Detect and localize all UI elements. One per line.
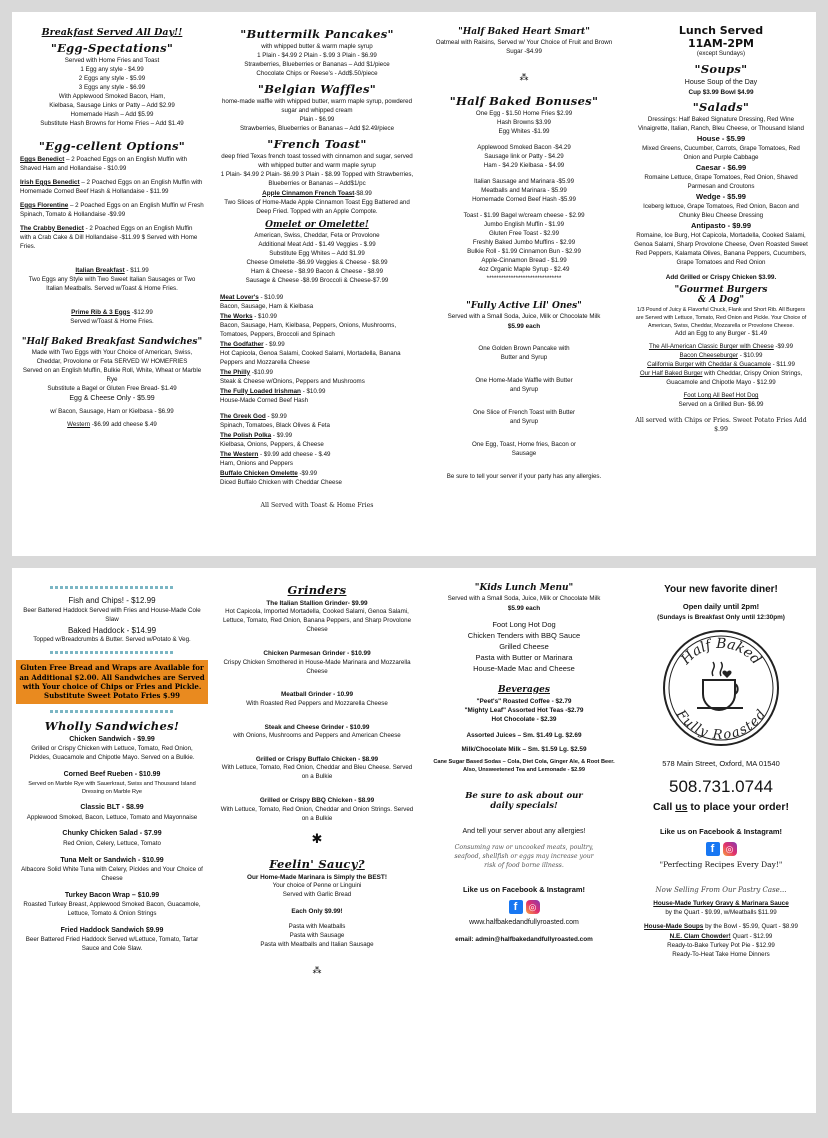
- saucy-price: Each Only $9.99!: [291, 907, 343, 915]
- lunch-footer: All served with Chips or Fries. Sweet Potato Fries Add $.99: [635, 417, 807, 434]
- slogan: "Perfecting Recipes Every Day!": [659, 859, 783, 869]
- bonus-line: One Egg - $1.50 Home Fries $2.99: [475, 110, 573, 118]
- omelet-footer: All Served with Toast & Home Fries: [260, 502, 374, 510]
- omelet-item: The Philly -$10.99: [220, 368, 273, 376]
- option-item: The Crabby Benedict - 2 Poached Eggs on an English Muffin with a Crab Cake & Dill Hollandaise -$11.99 $ Served with Home Fries.: [20, 224, 198, 250]
- wholly-sandwiches-heading: Wholly Sandwiches!: [44, 718, 180, 733]
- burger-item-desc: Served on a Grilled Bun- $6.99: [678, 401, 764, 409]
- pastry-item: Ready-to-Bake Turkey Pot Pie - $12.99: [667, 941, 775, 949]
- saucy-heading: Feelin' Saucy?: [269, 856, 365, 871]
- facebook-icon[interactable]: f: [706, 842, 720, 856]
- omelet-line: Substitute Egg Whites – Add $1.99: [269, 249, 365, 257]
- grinder-name: The Italian Stallion Grinder- $9.99: [266, 600, 368, 607]
- fish-and-chips: Fish and Chips! - $12.99: [68, 596, 156, 605]
- omelet-item: Meat Lover's - $10.99: [220, 293, 284, 301]
- grinder-desc: With Lettuce, Tomato, Red Onion, Cheddar and Onion Strings. Served on a Bulkie: [220, 805, 414, 822]
- omelet-line: Sausage & Cheese -$8.99 Broccoli & Cheese-$7.99: [245, 276, 389, 284]
- salad-name: Antipasto - $9.99: [690, 220, 751, 230]
- western-sandwich: Western -$6.99 add cheese $.49: [67, 420, 157, 428]
- daily-specials: Be sure to ask about our daily specials!: [465, 791, 583, 812]
- salad-desc: Mixed Greens, Cucumber, Carrots, Grape Tomatoes, Red Onion and Purple Cabbage: [642, 145, 800, 162]
- lil-ones-heading: "Fully Active Lil' Ones": [466, 300, 582, 311]
- sandwiches-column: [12, 568, 212, 1113]
- breakfast-title: Breakfast Served All Day!!: [41, 27, 183, 38]
- kids-item: House-Made Mac and Cheese: [473, 663, 575, 673]
- bonus-line: Freshly Baked Jumbo Muffins - $2.99: [472, 238, 576, 246]
- eggs-line: With Applewood Smoked Bacon, Ham,: [58, 92, 166, 100]
- egg-cheese: Egg & Cheese Only - $5.99: [69, 394, 155, 402]
- pancakes-line: Strawberries, Blueberries or Bananas – Add $1/piece: [244, 60, 390, 68]
- egg-cellent-heading: "Egg-cellent Options": [38, 138, 186, 153]
- bonus-line: Apple-Cinnamon Bread - $1.99: [481, 256, 567, 264]
- baked-haddock: Baked Haddock - $14.99: [67, 625, 157, 635]
- omelet-item-desc: House-Made Corned Beef Hash: [220, 396, 309, 404]
- omelet-line: Cheese Omelette -$6.99 Veggies & Cheese - $8.99: [246, 258, 388, 266]
- eggs-line: 2 Eggs any style - $5.99: [78, 74, 146, 82]
- french-toast-line: deep fried Texas french toast tossed with cinnamon and sugar, served with whipped butter and warm maple syrup: [221, 152, 413, 169]
- omelet-item-desc: Steak & Cheese w/Onions, Peppers and Mushrooms: [220, 377, 365, 385]
- breakfast-column: [12, 12, 212, 556]
- juices: Assorted Juices – Sm. $1.49 Lg. $2.69: [466, 732, 582, 740]
- omelet-item: The Greek God - $9.99: [220, 413, 287, 421]
- add-chicken: Add Grilled or Crispy Chicken $3.99.: [665, 273, 777, 281]
- beverage-line: Hot Chocolate - $2.39: [491, 716, 557, 724]
- omelet-item: The Fully Loaded Irishman - $10.99: [220, 387, 326, 395]
- bonus-line: Gluten Free Toast - $2.99: [488, 229, 560, 237]
- lunch-title: Lunch Served: [678, 24, 764, 37]
- sandwich-desc: Albacore Solid White Tuna with Celery, Pickles and Your Choice of Cheese: [21, 865, 203, 882]
- address: 578 Main Street, Oxford, MA 01540: [662, 759, 780, 769]
- saucy-item: Pasta with Sausage: [289, 932, 345, 940]
- heart-smart-heading: "Half Baked Heart Smart": [458, 27, 590, 37]
- omelet-line: American, Swiss, Cheddar, Feta or Provolone: [254, 231, 380, 239]
- sandwich-name: Fried Haddock Sandwich $9.99: [60, 926, 164, 934]
- pastry-item: N.E. Clam Chowder! Quart - $12.99: [669, 932, 773, 940]
- french-toast-heading: "French Toast": [267, 136, 367, 151]
- salad-desc: Romaine Lettuce, Grape Tomatoes, Red Onion, Shaved Parmesan and Croutons: [644, 174, 798, 191]
- option-item: Irish Eggs Benedict – 2 Poached Eggs on an English Muffin with Homemade Corned Beef Hash & Hollandaise - $11.99: [20, 178, 203, 195]
- divider: [50, 586, 174, 589]
- burger-item: Foot Long All Beef Hot Dog: [683, 392, 759, 400]
- waffles-line: Plain - $6.99: [299, 115, 335, 123]
- burger-item: The All-American Classic Burger with Cheese -$9.99: [648, 343, 794, 351]
- burgers-heading-2: & A Dog": [697, 295, 745, 305]
- beverage-line: "Peet's" Roasted Coffee - $2.79: [476, 697, 572, 705]
- grinder-desc: Hot Capicola, Imported Mortadella, Cooked Salami, Genoa Salami, Lettuce, Tomato, Red Onion, Banana Peppers, and Sharp Provolone Cheese: [222, 608, 412, 634]
- eggs-line: Served with Home Fries and Toast: [64, 57, 160, 64]
- omelet-item: The Godfather - $9.99: [220, 340, 285, 348]
- add-egg: Add an Egg to any Burger - $1.49: [674, 330, 768, 338]
- option-item: Eggs Benedict – 2 Poached Eggs on an English Muffin with Shaved Ham and Hollandaise - $10.99: [20, 155, 188, 172]
- sandwich-desc: Grilled or Crispy Chicken with Lettuce, Tomato, Red Onion, Pickles, Guacamole and Chipotle Mayo. Served on a Bulkie.: [29, 745, 195, 762]
- sandwich-name: Tuna Melt or Sandwich - $10.99: [60, 856, 164, 864]
- sandwich-desc: Roasted Turkey Breast, Applewood Smoked Bacon, Guacamole, Lettuce, Tomato & Onion Strings: [23, 900, 201, 917]
- grinder-name: Grilled or Crispy Buffalo Chicken - $8.99: [255, 756, 379, 764]
- sandwich-name: Chunky Chicken Salad - $7.99: [62, 830, 162, 838]
- omelet-item-desc: Hot Capicola, Genoa Salami, Cooked Salami, Mortadella, Banana Peppers and Mozzarella Cheese: [220, 349, 401, 366]
- bonus-line: 4oz Organic Maple Syrup - $2.49: [478, 265, 570, 273]
- breakfast-sandwiches-heading: "Half Baked Breakfast Sandwiches": [21, 336, 203, 347]
- french-toast-line: 1 Plain- $4.99 2 Plain- $6.99 3 Plain - $8.99 Topped with Strawberries, Blueberries or Bananas – Add$1/pc: [220, 170, 414, 187]
- grinder-desc: With Roasted Red Peppers and Mozzarella Cheese: [246, 699, 388, 707]
- social-icons: [634, 842, 808, 856]
- omelet-item: The Polish Polka - $9.99: [220, 432, 293, 440]
- pancakes-heading: "Buttermilk Pancakes": [240, 27, 394, 41]
- bonus-line: Ham - $4.29 Kielbasa - $4.99: [483, 161, 565, 169]
- social-icons: [430, 900, 618, 914]
- grinder-name: Meatball Grinder - 10.99: [280, 691, 354, 699]
- burger-item: California Burger with Cheddar & Guacamole - $11.99: [647, 361, 795, 369]
- divider: [50, 651, 174, 654]
- bonus-line: Sausage link or Patty - $4.29: [484, 152, 564, 160]
- sandwich-name: Turkey Bacon Wrap – $10.99: [64, 891, 160, 899]
- instagram-icon[interactable]: ◎: [723, 842, 737, 856]
- eggs-line: Substitute Hash Browns for Home Fries – Add $1.49: [40, 119, 184, 127]
- lunch-except: (except Sundays): [696, 50, 746, 57]
- burger-item: Our Half Baked Burger with Cheddar, Crispy Onion Strings, Guacamole and Chipotle Mayo - $12.99: [639, 370, 803, 387]
- saucy-line: Served with Garlic Bread: [282, 890, 352, 898]
- lil-ones-item: One Egg, Toast, Home fries, Bacon or Sausage: [471, 440, 577, 457]
- saucy-line: Our Home-Made Marinara is Simply the BEST!: [247, 873, 387, 881]
- lunch-column: [626, 12, 816, 556]
- sandwich-bacon: w/ Bacon, Sausage, Ham or Kielbasa - $6.99: [50, 407, 174, 415]
- menu-page-breakfast: [12, 12, 816, 556]
- omelet-item-desc: Ham, Onions and Peppers: [220, 460, 293, 468]
- lil-ones-price: $5.99 each: [507, 322, 541, 330]
- sandwich-desc: Served on Marble Rye with Sauerkraut, Swiss and Thousand Island Dressing on Marble Rye: [28, 781, 196, 796]
- burgers-desc: 1/3 Pound of Juicy & Flavorful Chuck, Flank and Short Rib. All Burgers are Served with Lettuce, Tomato, Red Onion and Pickle. Your Choice of American, Swiss, Cheddar, Mozzarella or Provolone Cheese.: [635, 307, 807, 329]
- milk: Milk/Chocolate Milk – Sm. $1.59 Lg. $2.59: [461, 745, 587, 753]
- kids-item: Pasta with Butter or Marinara: [475, 652, 573, 662]
- kids-item: Grilled Cheese: [499, 642, 549, 652]
- phone-number[interactable]: 508.731.0744: [669, 777, 773, 797]
- dressings: Dressings: Half Baked Signature Dressing, Red Wine Vinaigrette, Italian, Ranch, Bleu Cheese, or Thousand Island: [638, 116, 804, 133]
- open-daily: Open daily until 2pm!: [682, 602, 760, 611]
- grinder-desc: Crispy Chicken Smothered in House-Made Marinara and Mozzarella Cheese: [223, 658, 411, 675]
- bonuses-heading: "Half Baked Bonuses": [449, 94, 599, 109]
- burgers-heading: "Gourmet Burgers: [674, 285, 768, 295]
- flourish-icon: ⁂: [519, 71, 529, 82]
- half-baked-logo: [661, 628, 781, 748]
- omelet-item: The Works - $10.99: [220, 312, 277, 320]
- bonus-line: Applewood Smoked Bacon -$4.29: [477, 143, 571, 151]
- salad-name: House - $5.99: [696, 134, 746, 144]
- bonus-line: Jumbo English Muffin - $1.99: [483, 220, 565, 228]
- email-link[interactable]: email: admin@halfbakedandfullyroasted.com: [455, 936, 593, 944]
- apple-french-toast: Apple Cinnamon French Toast-$8.99: [262, 189, 372, 197]
- sandwich-line: Served on an English Muffin, Bulkie Roll, White, Wheat or Marble Rye: [22, 366, 202, 383]
- lil-ones-sub: Served with a Small Soda, Juice, Milk or Chocolate Milk: [447, 312, 601, 320]
- sandwich-name: Chicken Sandwich - $9.99: [69, 735, 155, 743]
- divider: [50, 710, 174, 713]
- allergy-note: Be sure to tell your server if your party has any allergies.: [446, 472, 602, 480]
- sandwich-name: Classic BLT - $8.99: [80, 804, 144, 812]
- gluten-free-banner: Gluten Free Bread and Wraps are Available for an Additional $2.00. All Sandwiches are Served with Your choice of Chips or Fries and Pickle. Substitute Sweet Potato Fries $.99: [16, 660, 208, 704]
- egg-spectations-heading: "Egg-Spectations": [50, 41, 174, 55]
- italian-breakfast: Italian Breakfast - $11.99: [75, 266, 149, 274]
- apple-french-toast-desc: Two Slices of Home-Made Apple Cinnamon Toast Egg Battered and Deep Fried. Topped with an Apple Compote.: [224, 198, 410, 215]
- lil-ones-item: One Golden Brown Pancake with Butter and Syrup: [478, 345, 570, 361]
- omelet-item: Buffalo Chicken Omelette -$9.99: [220, 470, 318, 478]
- lunch-hours: 11AM-2PM: [688, 37, 754, 50]
- facebook-icon[interactable]: f: [509, 900, 523, 914]
- kids-lunch-price: $5.99 each: [507, 604, 541, 612]
- sodas: Cane Sugar Based Sodas – Cola, Diet Cola, Ginger Ale, & Root Beer. Also, Unsweetened Tea and Lemonade - $2.99: [433, 759, 615, 774]
- eggs-line: Kielbasa, Sausage Links or Patty – Add $2.99: [49, 101, 175, 109]
- omelet-item: The Western - $9.99 add cheese - $.49: [220, 451, 331, 459]
- info-column: [626, 568, 816, 1113]
- pastry-item: Ready-To-Heat Take Home Dinners: [672, 950, 770, 958]
- saucy-line: Your choice of Penne or Linguini: [272, 881, 362, 889]
- grinder-name: Steak and Cheese Grinder - $10.99: [264, 723, 370, 731]
- beverages-heading: Beverages: [498, 684, 550, 695]
- pastry-item: House-Made Turkey Gravy & Marinara Sauce: [653, 899, 789, 907]
- sandwich-line: Made with Two Eggs with Your Choice of American, Swiss, Cheddar, Provolone or Feta SERVED W/ HOMEFRIES: [31, 348, 193, 365]
- option-item: Eggs Florentine – 2 Poached Eggs on an English Muffin w/ Fresh Spinach, Tomato & Hollandaise -$9.99: [20, 201, 204, 218]
- bonus-line: Homemade Corned Beef Hash -$5.99: [472, 195, 576, 203]
- italian-breakfast-desc: Two Eggs any Style with Two Sweet Italian Sausages or Two Italian Meatballs. Served w/Toast & Home Fries.: [28, 275, 196, 292]
- bonus-line: Meatballs and Marinara - $5.99: [481, 186, 567, 194]
- bonuses-column: [422, 12, 626, 556]
- eggs-line: Homemade Hash – Add $5.99: [70, 110, 154, 118]
- pastry-item-desc: by the Quart - $9.99, w/Meatballs $11.99: [665, 908, 777, 916]
- omelet-item-desc: Bacon, Sausage, Ham & Kielbasa: [220, 302, 314, 310]
- lil-ones-item: One Home-Made Waffle with Butter and Syrup: [475, 376, 573, 393]
- menu-page-lunch: [12, 568, 816, 1113]
- sandwich-name: Corned Beef Rueben - $10.99: [63, 771, 161, 778]
- salads-heading: "Salads": [692, 100, 750, 115]
- prime-rib-desc: Served w/Toast & Home Fries.: [70, 317, 154, 325]
- pancakes-line: Chocolate Chips or Reese's - Add$.50/piece: [256, 69, 378, 77]
- kids-lunch-heading: "Kids Lunch Menu": [474, 583, 574, 593]
- waffles-line: Strawberries, Blueberries or Bananas – Add $2.49/piece: [239, 124, 395, 132]
- website-link[interactable]: www.halfbakedandfullyroasted.com: [469, 919, 579, 927]
- flourish-icon: ⁂: [312, 965, 322, 975]
- bonus-line: Italian Sausage and Marinara -$5.99: [473, 177, 575, 185]
- pancakes-omelets-column: [212, 12, 422, 556]
- social-prompt: Like us on Facebook & Instagram!: [659, 827, 783, 837]
- omelet-heading: Omelet or Omelette!: [265, 219, 369, 230]
- bonus-line: Toast - $1.99 Bagel w/cream cheese - $2.99: [463, 211, 585, 219]
- soup-price: Cup $3.99 Bowl $4.99: [688, 89, 754, 97]
- sandwich-desc: Red Onion, Celery, Lettuce, Tomato: [63, 839, 161, 847]
- sunday-hours: (Sundays is Breakfast Only until 12:30pm): [657, 613, 785, 621]
- sandwich-desc: Applewood Smoked, Bacon, Lettuce, Tomato and Mayonnaise: [26, 813, 198, 821]
- grinder-desc: With Lettuce, Tomato, Red Onion, Cheddar and Bleu Cheese. Served on a Bulkie: [221, 764, 413, 781]
- saucy-item: Pasta with Meatballs and Italian Sausage: [260, 941, 374, 949]
- kids-lunch-sub: Served with a Small Soda, Juice, Milk or Chocolate Milk: [447, 595, 601, 602]
- kids-item: Foot Long Hot Dog: [492, 620, 556, 630]
- eggs-line: 1 Egg any style - $4.99: [80, 65, 144, 73]
- pastry-case-heading: Now Selling From Our Pastry Case...: [655, 885, 787, 894]
- bonus-line: Bulkie Roll - $1.99 Cinnamon Bun - $2.99: [467, 247, 581, 255]
- heart-smart-line: Oatmeal with Raisins, Served w/ Your Choice of Fruit and Brown Sugar -$4.99: [435, 39, 613, 55]
- salad-desc: Romaine, Ice Burg, Hot Capicola, Mortadella, Cooked Salami, Genoa Salami, Sharp Provolone Cheese, Oven Roasted Sweet Red Peppers, Kalamata Olives, Banana Peppers, Cucumbers, Grape Tomatoes and Red Onion: [634, 231, 808, 266]
- grinder-name: Grilled or Crispy BBQ Chicken - $8.99: [259, 797, 375, 805]
- grinder-name: Chicken Parmesan Grinder - $10.99: [263, 650, 371, 658]
- kids-item: Chicken Tenders with BBQ Sauce: [467, 631, 581, 641]
- bonus-line: Egg Whites -$1.99: [498, 127, 550, 135]
- salad-desc: Iceberg lettuce, Grape Tomatoes, Red Onion, Bacon and Chunky Bleu Cheese Dressing: [643, 202, 799, 219]
- lil-ones-item: One Slice of French Toast with Butter and Syrup: [472, 408, 576, 425]
- pancakes-line: with whipped butter & warm maple syrup: [261, 43, 373, 50]
- pancakes-line: 1 Plain - $4.99 2 Plain - $.99 3 Plain - $6.99: [257, 51, 377, 59]
- waffles-line: home-made waffle with whipped butter, warm maple syrup, powdered sugar and whipped cream: [221, 97, 413, 114]
- eggs-line: 3 Eggs any style - $6.99: [78, 83, 146, 91]
- grinders-column: [212, 568, 422, 1113]
- asterisk-icon: ✱: [311, 830, 323, 846]
- social-prompt: Like us on Facebook & Instagram!: [462, 885, 586, 895]
- prime-rib: Prime Rib & 3 Eggs -$12.99: [71, 308, 153, 316]
- soup-of-day: House Soup of the Day: [684, 78, 758, 86]
- saucy-item: Pasta with Meatballs: [288, 923, 346, 931]
- omelet-line: Additional Meat Add - $1.49 Veggies - $.99: [258, 240, 376, 248]
- favorite-diner: Your new favorite diner!: [664, 584, 778, 595]
- burger-item: Bacon Cheeseburger - $10.99: [679, 352, 763, 360]
- salad-name: Caesar - $6.99: [695, 163, 747, 173]
- omelet-item-desc: Diced Buffalo Chicken with Cheddar Cheese: [220, 479, 342, 487]
- soups-heading: "Soups": [694, 61, 748, 76]
- allergies-note: And tell your server about any allergies!: [462, 828, 586, 836]
- svg-text:Fully Roasted: Fully Roasted: [672, 707, 770, 744]
- instagram-icon[interactable]: ◎: [526, 900, 540, 914]
- bonus-separator: *******************************: [486, 274, 562, 282]
- waffles-heading: "Belgian Waffles": [257, 81, 377, 96]
- raw-food-warning: Consuming raw or uncooked meats, poultry, seafood, shellfish or eggs may increase your risk of food borne illness.: [454, 844, 594, 870]
- omelet-item-desc: Kielbasa, Onions, Peppers, & Cheese: [220, 441, 324, 449]
- fish-and-chips-desc: Beer Battered Haddock Served with Fries and House-Made Cole Slaw: [23, 606, 201, 623]
- beverage-line: "Mighty Leaf" Assorted Hot Teas -$2.79: [464, 706, 584, 714]
- kids-beverages-column: [422, 568, 626, 1113]
- call-to-order: Call us to place your order!: [653, 801, 789, 814]
- pastry-item: House-Made Soups by the Bowl - $5.99, Quart - $8.99: [644, 922, 798, 930]
- omelet-line: Ham & Cheese - $8.99 Bacon & Cheese - $8.99: [250, 267, 384, 275]
- svg-text:Half Baked: Half Baked: [678, 636, 765, 669]
- grinders-heading: Grinders: [287, 583, 347, 597]
- salad-name: Wedge - $5.99: [696, 192, 746, 202]
- bonus-line: Hash Browns $3.99: [497, 119, 551, 126]
- omelet-item-desc: Spinach, Tomatoes, Black Olives & Feta: [220, 422, 330, 430]
- sandwich-desc: Beer Battered Fried Haddock Served w/Lettuce, Tomato, Tartar Sauce and Cole Slaw.: [25, 935, 199, 952]
- omelet-item-desc: Bacon, Sausage, Ham, Kielbasa, Peppers, Onions, Mushrooms, Tomatoes, Peppers, Broccoli and Spinach: [220, 321, 397, 338]
- sandwich-line: Substitute a Bagel or Gluten Free Bread- $1.49: [47, 384, 177, 392]
- baked-haddock-desc: Topped w/Breadcrumbs & Butter. Served w/Potato & Veg.: [33, 636, 191, 644]
- grinder-desc: with Onions, Mushrooms and Peppers and American Cheese: [233, 732, 401, 740]
